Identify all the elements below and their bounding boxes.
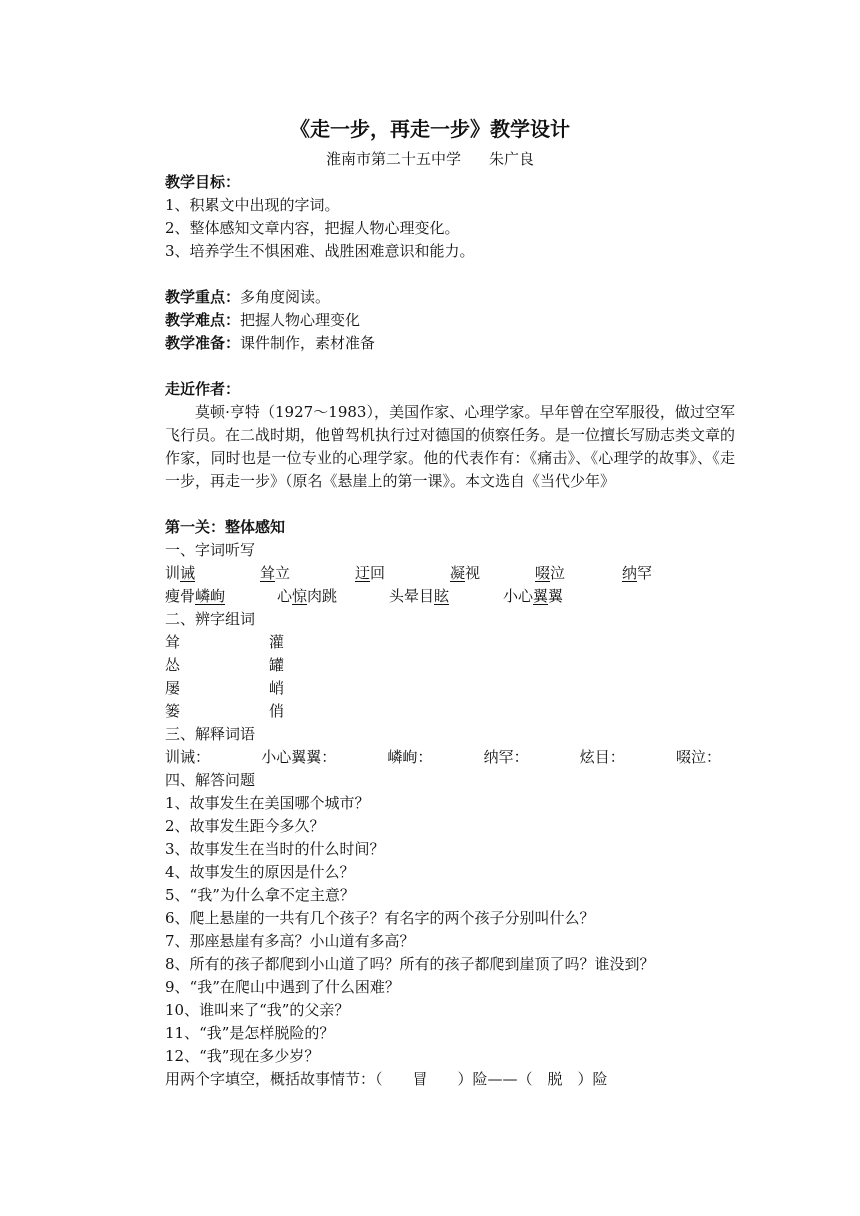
dictation-row-2: [165, 585, 735, 608]
prep-text: 课件制作，素材准备: [240, 334, 376, 352]
definition-term: 训诫：: [165, 748, 211, 766]
dictation-word: 瘦骨嶙峋: [165, 587, 226, 605]
char-pair: 怂 罐: [165, 656, 285, 674]
question-item: 5、“我”为什么拿不定主意？: [165, 886, 355, 904]
definition-term: 炫目：: [579, 748, 625, 766]
author-intro-paragraph: 莫顿·亨特（1927～1983），美国作家、心理学家。早年曾在空军服役，做过空军飞行员。在二战时期，他曾驾机执行过对德国的侦察任务。是一位擅长写励志类文章的作家，同时也是一位专业的心理学家。他的代表作有：《痛击》、《心理学的故事》、《走一步，再走一步》（原名《悬崖上的第一课》。本文选自《当代少年》: [165, 403, 736, 490]
dictation-word: 头晕目眩: [389, 587, 450, 605]
difficulty-line: [165, 309, 735, 332]
teacher-name: 朱广良: [489, 150, 535, 168]
dictation-word: 迂回: [355, 564, 386, 582]
char-pair: 耸 灌: [165, 633, 285, 651]
fill-blank-line: 用两个字填空，概括故事情节：（ 冒 ）险——（ 脱 ）险: [165, 1070, 608, 1088]
dictation-word: 小心翼翼: [503, 587, 564, 605]
question-item: 11、“我”是怎样脱险的？: [165, 1024, 335, 1042]
part-heading: 二、辨字组词: [165, 610, 256, 628]
school-name: 淮南市第二十五中学: [325, 150, 461, 168]
difficulty-text: 把握人物心理变化: [240, 311, 361, 329]
question-item: 6、爬上悬崖的一共有几个孩子？有名字的两个孩子分别叫什么？: [165, 909, 595, 927]
question-item: 8、所有的孩子都爬到小山道了吗？所有的孩子都爬到崖顶了吗？谁没到？: [165, 955, 655, 973]
dictation-word: 训诫: [165, 564, 196, 582]
dictation-word: 耸立: [260, 564, 291, 582]
question-item: 12、“我”现在多少岁？: [165, 1047, 320, 1065]
dictation-word: 啜泣: [535, 564, 566, 582]
definition-term: 小心翼翼：: [261, 748, 337, 766]
definition-term: 纳罕：: [483, 748, 529, 766]
question-item: 3、故事发生在当时的什么时间？: [165, 840, 385, 858]
objectives-heading: 教学目标：: [165, 173, 241, 191]
definitions-row: [165, 746, 721, 769]
dictation-row-1: [165, 562, 735, 585]
dictation-word: 心惊肉跳: [277, 587, 338, 605]
definition-term: 啜泣：: [675, 748, 721, 766]
objective-item: 1、积累文中出现的字词。: [165, 196, 340, 214]
part-heading: 四、解答问题: [165, 771, 256, 789]
author-intro-heading: 走近作者：: [165, 380, 241, 398]
section-heading: 第一关：整体感知: [165, 518, 286, 536]
definition-term: 嶙峋：: [387, 748, 433, 766]
objective-item: 2、整体感知文章内容，把握人物心理变化。: [165, 219, 460, 237]
dictation-word: 凝视: [450, 564, 481, 582]
difficulty-label: 教学难点：: [165, 311, 241, 329]
part-heading: 一、字词听写: [165, 541, 256, 559]
question-item: 1、故事发生在美国哪个城市？: [165, 794, 370, 812]
char-pair: 篓 俏: [165, 702, 285, 720]
author-line: [0, 148, 860, 171]
focus-line: [165, 286, 735, 309]
prep-line: [165, 332, 735, 355]
objective-item: 3、培养学生不惧困难、战胜困难意识和能力。: [165, 242, 475, 260]
part-heading: 三、解释词语: [165, 725, 256, 743]
focus-text: 多角度阅读。: [240, 288, 331, 306]
prep-label: 教学准备：: [165, 334, 241, 352]
document-body: [165, 171, 735, 1091]
question-item: 4、故事发生的原因是什么？: [165, 863, 355, 881]
question-item: 7、那座悬崖有多高？小山道有多高？: [165, 932, 415, 950]
focus-label: 教学重点：: [165, 288, 241, 306]
document-title: 《走一步，再走一步》教学设计: [290, 117, 570, 141]
question-item: 9、“我”在爬山中遇到了什么困难？: [165, 978, 400, 996]
dictation-word: 纳罕: [622, 564, 653, 582]
question-item: 10、谁叫来了“我”的父亲？: [165, 1001, 350, 1019]
question-item: 2、故事发生距今多久？: [165, 817, 325, 835]
char-pair: 屡 峭: [165, 679, 285, 697]
